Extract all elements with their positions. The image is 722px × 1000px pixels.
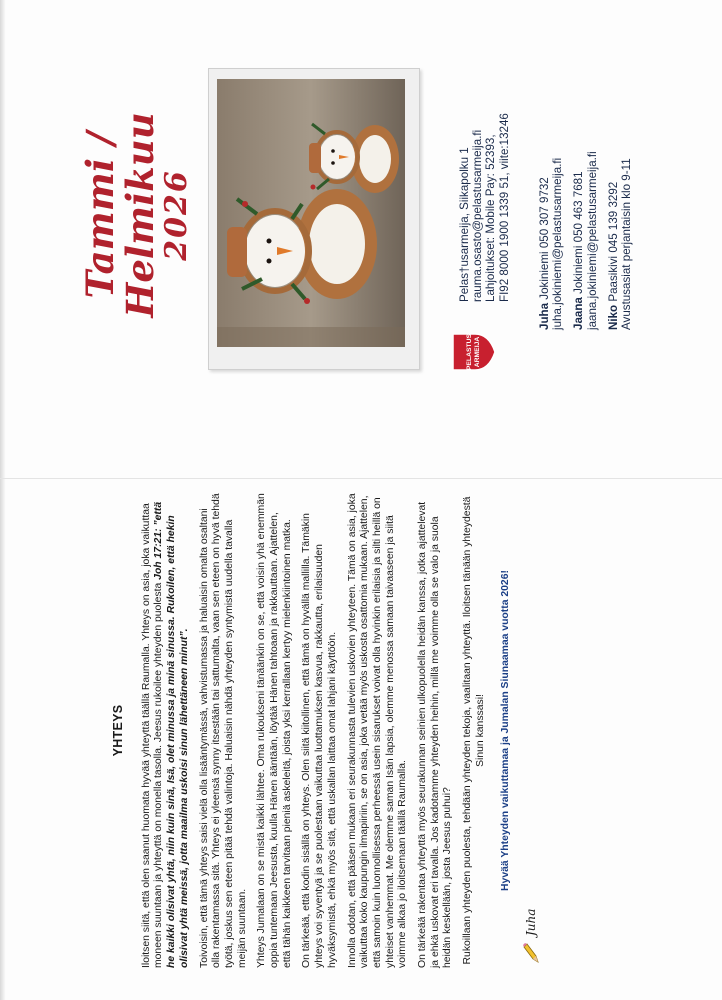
cover-photo xyxy=(208,68,420,370)
salvation-army-shield-logo xyxy=(448,327,496,377)
article-paragraph-1 xyxy=(141,493,192,968)
snowmen-photo xyxy=(217,79,405,347)
article-paragraph-4: On tärkeää, että kodin sisällä on yhteys. Olen siitä kiitollinen, että tämä on hyvällä mallilla. Tämäkin yhteys voi syventyä ja se puolestaan vaikuttaa luottamuksen kasvua, rakkautta, erilaisuuden hyväksymistä, ehkä myös sitä, että uskallan laittaa omat lahjani käyttöön. xyxy=(301,513,338,968)
donation-info: Lahjoitukset: Mobile Pay: 52393, xyxy=(484,134,498,302)
article-closing-wish: Hyvää Yhteyden vaikuttamaa ja Jumalan Siunaamaa vuotta 2026! xyxy=(499,570,511,891)
article-paragraph-2: Toivoisin, että tämä yhteys saisi vielä olla lisääntymässä, vahvistumassa ja haluaisin omalta osaltani olla rakentamassa sitä. Yhteys ei yleensä synny itsestään tai sattumalta, vaan sen eteen on hyvä tehdä työtä, joskus sen eteen pitää tehdä valintoja. Haluaisin nähdä yhteyden syntymistä uudella tavalla meijän suuntaan. xyxy=(198,493,248,968)
org-address: Pelas†usarmeija, Siikapolku 1 xyxy=(458,147,471,302)
article-paragraph-6: On tärkeää rakentaa yhteyttä myös seurakunnan seinien ulkopuolella heidän kanssa, jotka ajattelevat ja ehkä uskovat eri tavalla. Jos kadotamme yhteyden heihin, millä me voimme olla se valo ja suola heidän keskellään, josta Jeesus puhui? xyxy=(417,501,454,968)
org-email[interactable]: rauma.osasto@pelastusarmeija.fi xyxy=(471,129,485,302)
cover-title xyxy=(78,35,194,395)
title-year: 2026 xyxy=(159,169,194,261)
scan-edge-shadow xyxy=(0,0,6,1000)
assistance-hours: Avustusasiat perjantaisin klo 9-11 xyxy=(620,158,634,330)
page-fold-line xyxy=(0,478,722,479)
article-yhteys xyxy=(112,493,632,968)
person-email[interactable]: jaana.jokiniemi@pelastusarmeija.fi xyxy=(585,151,599,330)
logo-text-line2: ARMEIJA xyxy=(474,336,481,368)
article-paragraph-3: Yhteys Jumalaan on se mistä kaikki lähtee. Oma rukoukseni tänäänkin on se, että voisin yhä enemmän oppia tuntemaan Jeesusta, kuulla Hänen ääntään, löytää Hänen tahtoaan ja rakkauttaan. Ajattelen, että tähän kaikkeen tarvitaan pieniä askeleitä, joista yksi kerrallaan kertyy mielenkiintoinen matka. xyxy=(256,493,293,968)
logo-text-line1: PELASTUS xyxy=(466,333,473,371)
person-juha: Juha Jokiniemi 050 307 9732 juha.jokiniemi@pelastusarmeija.fi xyxy=(538,100,564,330)
cross-glyph: † xyxy=(458,266,471,273)
signature xyxy=(522,493,540,968)
contact-people xyxy=(538,100,648,330)
article-heading: YHTEYS xyxy=(111,704,125,757)
article-paragraph-5: Innolla odotan, että pääsen mukaan eri seurakunnasta tulevien uskovien yhteyteen. Tämä on asia, joka vaikuttaa koko kaupungin ilmapiiriin, se on asia, joka vetää myös uskosta osattomia mukaan. Ajattelen, että samoin kuin luonnollisessa perheessä usein sisarukset voivat olla hyvinkin erilaisia ja silti heillä on yhteiset vanhemmat. Me olemme saman Isän lapsia, olemme menossa samaan taivaaseen ja siitä voimme alkaa jo iloitsemaan täällä Raumalla. xyxy=(346,493,409,968)
pencil-icon xyxy=(522,942,540,964)
article-paragraph-7: Rukoillaan yhteyden puolesta, tehdään yhteyden tekoja, vaalitaan yhteyttä. Iloitsen tänään yhteydestä Sinun kanssasi! xyxy=(462,496,486,965)
title-months: Tammi / Helmikuu xyxy=(78,112,162,318)
signature-name: Juha xyxy=(523,908,538,936)
bank-account: FI92 8000 1900 1339 51, viite:13246 xyxy=(497,113,511,302)
article-p1-text: Iloitsen siitä, että olen saanut huomata hyvää yhteyttä täällä Raumalla. Yhteys on asia, joka vaikuttaa moneen suuntaan ja yhteyttä on monella tasolla. Jeesus rukoilee yhteyden puolesta xyxy=(140,503,165,968)
person-email[interactable]: juha.jokiniemi@pelastusarmeija.fi xyxy=(551,157,565,330)
article-bible-quote: Joh 17:21: ”että he kaikki olisivat yhtä, niin kuin sinä, Isä, olet minussa ja minä sinussa. Rukoilen, että hekin olisivat yhtä meissä, jotta maailma uskoisi sinun lähettäneen minut”. xyxy=(153,501,190,968)
person-niko: Niko Paasikivi 045 139 3292 Avustusasiat perjantaisin klo 9-11 xyxy=(607,100,633,330)
person-jaana: Jaana Jokiniemi 050 463 7681 jaana.jokiniemi@pelastusarmeija.fi xyxy=(572,100,598,330)
